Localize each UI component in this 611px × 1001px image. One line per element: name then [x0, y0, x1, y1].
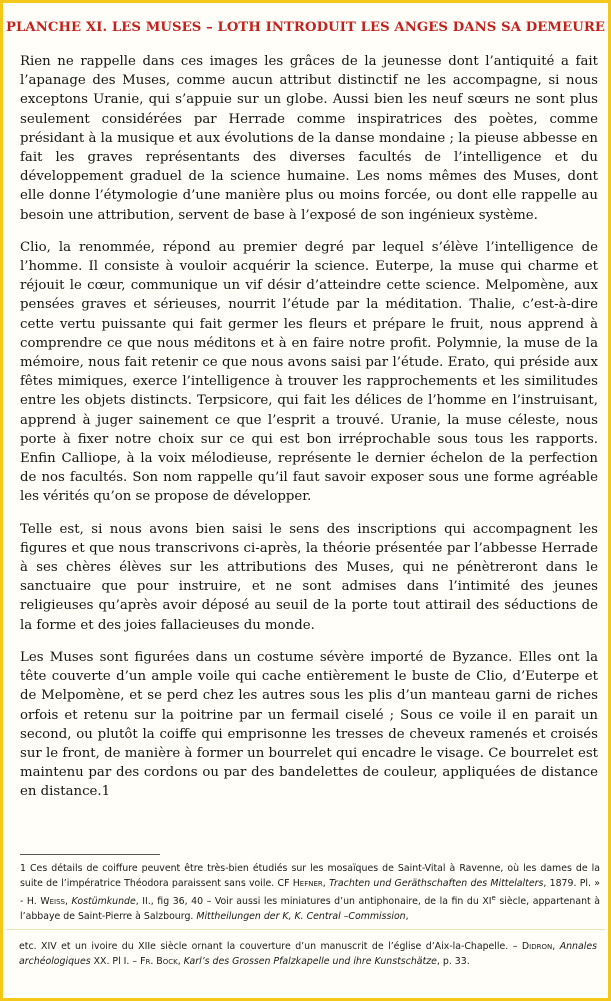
paragraph-3: Telle est, si nous avons bien saisi le sens des inscriptions qui accompagnent les figures et que nous transcrivons ci-après, la théorie présentée par l’abbesse Herrade à ses chères élèves sur les attributions des Muses, qui ne pénètreront dans le sanctuaire que pour instruire, et ne sont admises dans l’intimité des jeunes religieuses qu’après avoir déposé au seuil de la porte tout attirail des séductions de la forme et des joies fallacieuses du monde. [20, 521, 598, 633]
author-bock: Fr. Bock [140, 955, 178, 967]
page-title: PLANCHE XI. LES MUSES – LOTH INTRODUIT LES ANGES DANS SA DEMEURE [6, 20, 606, 35]
body-text [20, 52, 598, 815]
main-page-area [6, 6, 605, 930]
work-title-mittheilungen: Mittheilungen der K, K. Central –Commission [196, 910, 406, 922]
author-hefner: Hefner [292, 877, 323, 889]
footnote-divider [20, 854, 160, 855]
paragraph-1: Rien ne rappelle dans ces images les grâces de la jeunesse dont l’antiquité a fait l’apanage des Muses, comme aucun attribut distinctif ne les accompagne, si nous exceptons Uranie, qui s’appuie sur un globe. Aussi bien les neuf sœurs ne sont plus seulement considérées par Herrade comme inspiratrices des poètes, comme présidant à la musique et aux évolutions de la danse mondaine ; la pieuse abbesse en fait les graves représentants des diverses facultés de l’intelligence et du développement graduel de la science humaine. Les noms mêmes des Muses, dont elle donne l’étymologie d’une manière plus ou moins forcée, ou dont elle rappelle au besoin une attribution, servent de base à l’exposé de son ingénieux système. [20, 54, 598, 223]
footnote-1: 1 Ces détails de coiffure peuvent être très-bien étudiés sur les mosaïques de Saint-Vital à Ravenne, où les dames de la suite de l’impératrice Théodora paraissent sans voile. CF Hefner, Trachten und Geräthschaften des Mittelalters, 1879. Pl. » - H. Weiss, Kostümkunde, II., fig 36, 40 – Voir aussi les miniatures d’un antiphonaire, de la fin du XIe siècle, appartenant à l’abbaye de Saint-Pierre à Salzbourg. Mittheilungen der K, K. Central –Commission, [20, 863, 601, 922]
work-title-annales: Annales archéologiques [19, 941, 597, 967]
paragraph-4: Les Muses sont figurées dans un costume sévère importé de Byzance. Elles ont la tête couverte d’un ample voile qui cache entièrement le buste de Clio, d’Euterpe et de Melpomène, et se perd chez les autres sous les plis d’un manteau garni de riches orfois et retenu sur la poitrine par un fermail ciselé ; Sous ce voile il en parait un second, ou plutôt la coiffe qui emprisonne les tresses de cheveux ramenés et croisés sur le front, de manière à former un bourrelet qui encadre le visage. Ce bourrelet est maintenu par des cordons ou par des bandelettes de couleur, appliquées de distance en distance.1 [20, 649, 598, 800]
paragraph-2: Clio, la renommée, répond au premier degré par lequel s’élève l’intelligence de l’homme. Il consiste à vouloir acquérir la science. Euterpe, la muse qui charme et réjouit le cœur, communique un vif désir d’atteindre cette science. Melpomène, aux pensées graves et sérieuses, nourrit l’étude par la méditation. Thalie, c’est-à-dire cette vertu puissante qui fait germer les fleurs et prépare le fruit, nous apprend à comprendre ce que nous méditons et à en faire notre profit. Polymnie, la muse de la mémoire, nous fait retenir ce que nous avons saisi par l’étude. Erato, qui préside aux fêtes mimiques, exerce l’intelligence à trouver les rapprochements et les similitudes entre les objets distincts. Terpsicore, qui fait les délices de l’homme en l’instruisant, apprend à juger sainement ce que l’esprit a trouvé. Uranie, la muse céleste, nous porte à fixer notre choix sur ce qui est bon irréprochable sous tous les rapports. Enfin Calliope, à la voix mélodieuse, représente le dernier échelon de la perfection de nos facultés. Son nom rappelle qu’il faut savoir exposer sous une forme agréable les vérités qu’on se propose de développer. [20, 239, 598, 505]
work-title-trachten: Trachten und Geräthschaften des Mittelalters [329, 877, 544, 889]
author-weiss: Weiss [40, 896, 65, 908]
author-didron: Didron [521, 941, 553, 952]
work-title-karl: Karl’s des Grossen Pfalzkapelle und ihre Kunstschätze [183, 955, 437, 967]
footnote-continuation: etc. XIV et un ivoire du XIIe siècle ornant la couverture d’un manuscrit de l’église d’Aix-la-Chapelle. – Didron, Annales archéologiques XX. Pl I. – Fr. Bock, Karl’s des Grossen Pfalzkapelle und ihre Kunstschätze, p. 33. [19, 941, 597, 967]
work-title-kostumkunde: Kostümkunde [71, 896, 136, 908]
